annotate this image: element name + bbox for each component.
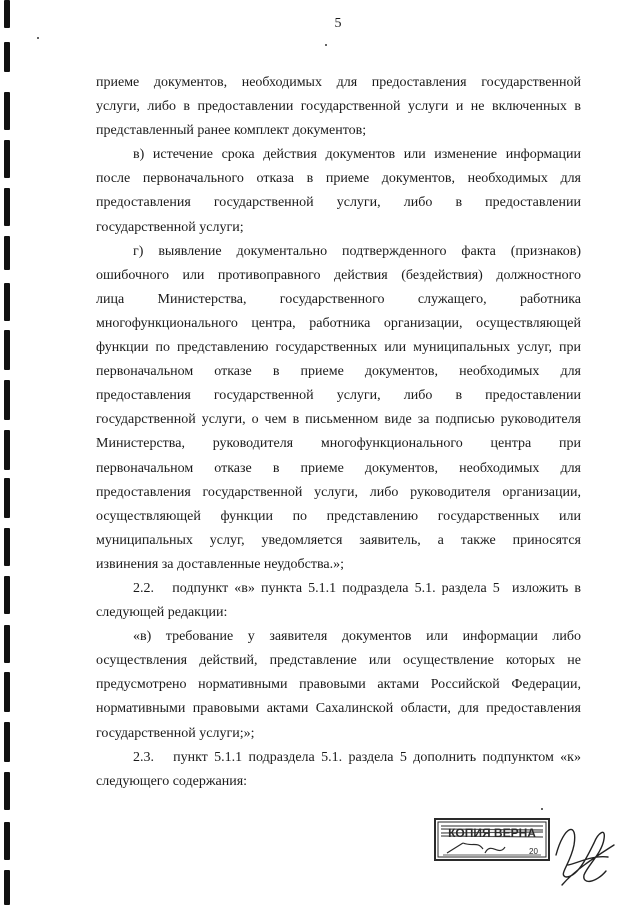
binding-mark	[4, 722, 10, 762]
text-line: функции по представлению государственных или муниципальных услуг, при	[96, 340, 581, 356]
text-line: ошибочного или противоправного действия (бездействия) должностного	[96, 267, 581, 283]
binding-mark	[4, 330, 10, 370]
stamp-date: 20	[529, 847, 538, 856]
text-line: муниципальных услуг, уведомляется заявитель, а также приносятся	[96, 532, 581, 548]
binding-mark	[4, 283, 10, 321]
binding-mark	[4, 236, 10, 270]
text-line: многофункционального центра, работника организации, осуществляющей	[96, 315, 581, 331]
text-line: нормативными правовыми актами Сахалинской области, для предоставления	[96, 701, 581, 717]
scan-speck	[37, 37, 39, 39]
binding-mark	[4, 625, 10, 663]
scan-speck	[541, 808, 543, 810]
paragraph-quoted-v	[96, 625, 581, 745]
text-line: первоначальном отказе в приеме документов, необходимых для	[96, 364, 581, 380]
binding-mark	[4, 478, 10, 518]
stamp-title: КОПИЯ ВЕРНА	[448, 826, 536, 840]
text-line: следующего содержания:	[96, 773, 248, 789]
paragraph-2-2	[96, 577, 581, 625]
text-line: услуги, либо в предоставлении государственной услуги и не включенных в	[96, 99, 581, 115]
text-line: предусмотрено нормативными правовыми актами Российской Федерации,	[96, 677, 581, 693]
text-line: г) выявление документально подтвержденного факта (признаков)	[133, 243, 581, 259]
copy-certified-stamp	[433, 817, 551, 862]
text-line: лица Министерства, государственного служащего, работника	[96, 291, 581, 307]
paragraph-item-g	[96, 240, 581, 577]
document-text	[96, 71, 581, 794]
binding-mark	[4, 380, 10, 420]
text-line: в) истечение срока действия документов или изменение информации	[133, 147, 581, 163]
page-number: 5	[334, 16, 342, 31]
text-line: государственной услуги;»;	[96, 725, 255, 741]
text-line: приеме документов, необходимых для предоставления государственной	[96, 75, 581, 90]
text-line: 2.3. пункт 5.1.1 подраздела 5.1. раздела 5 дополнить подпунктом «к»	[133, 749, 581, 765]
text-line: извинения за доставленные неудобства.»;	[96, 556, 345, 572]
text-line: 2.2. подпункт «в» пункта 5.1.1 подраздела 5.1. раздела 5 изложить в	[133, 580, 581, 596]
text-line: государственной услуги, о чем в письменном виде за подписью руководителя	[96, 412, 581, 428]
handwritten-signature	[548, 815, 618, 893]
text-line: государственной услуги;	[96, 219, 244, 235]
binding-mark	[4, 772, 10, 810]
binding-mark	[4, 822, 10, 860]
text-line: «в) требование у заявителя документов или информации либо	[133, 629, 581, 645]
binding-mark	[4, 140, 10, 178]
paragraph-item-v	[96, 143, 581, 239]
text-line: осуществления действий, представление или осуществление которых не	[96, 653, 581, 669]
text-line: осуществляющей функции по представлению государственных или	[96, 508, 581, 524]
text-line: предоставления государственной услуги, либо в предоставлении	[96, 195, 581, 211]
text-line: первоначальном отказе в приеме документов, необходимых для	[96, 460, 581, 476]
binding-mark	[4, 576, 10, 614]
text-line: Министерства, руководителя многофункционального центра при	[96, 436, 581, 452]
paragraph-2-3	[96, 746, 581, 794]
binding-mark	[4, 528, 10, 566]
binding-mark	[4, 672, 10, 712]
text-line: предоставления государственной услуги, либо руководителя организации,	[96, 484, 581, 500]
binding-mark	[4, 92, 10, 130]
text-line: предоставления государственной услуги, либо в предоставлении	[96, 388, 581, 404]
text-line: следующей редакции:	[96, 605, 228, 621]
scan-speck	[325, 44, 327, 46]
text-line: представленный ранее комплект документов;	[96, 123, 367, 139]
binding-mark	[4, 870, 10, 905]
paragraph-continuation	[96, 71, 581, 143]
binding-mark	[4, 188, 10, 226]
binding-mark	[4, 430, 10, 470]
text-line: после первоначального отказа в приеме документов, необходимых для	[96, 171, 581, 187]
binding-mark	[4, 42, 10, 72]
